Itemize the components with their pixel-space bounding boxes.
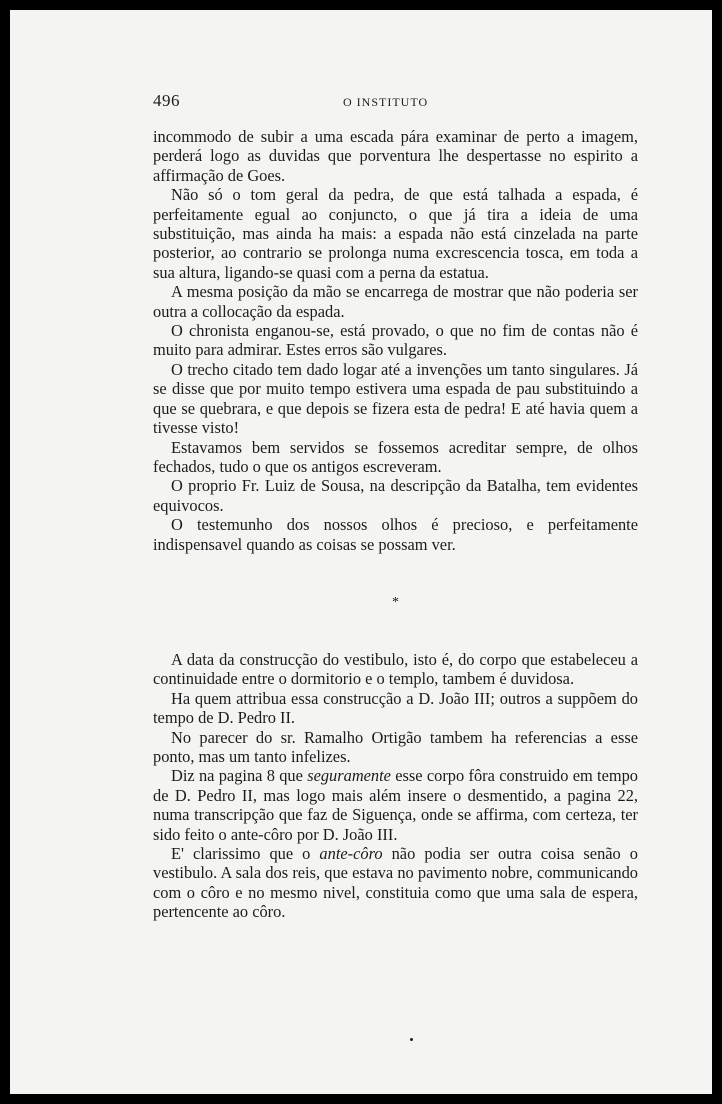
- text-run: não podia ser outra coisa senão o vestibulo. A sala dos reis, que estava no pavimento nobre, communicando com o côro e no mesmo nivel, constituia como que uma sala de espera, pertencente ao côro.: [153, 844, 638, 922]
- paragraph: O trecho citado tem dado logar até a invenções um tanto singulares. Já se disse que por muito tempo estivera uma espada de pau substituindo a que se quebrara, e que depois se fizera esta de pedra! E até havia quem a tivesse visto!: [153, 359, 638, 438]
- emphasis: ante-côro: [319, 844, 383, 864]
- emphasis: seguramente: [307, 766, 391, 786]
- section-separator: *: [392, 595, 399, 610]
- section-2: [153, 650, 638, 922]
- paragraph: incommodo de subir a uma escada pára examinar de perto a imagem, perderá logo as duvidas que porventura lhe despertasse no espirito a affirmação de Goes.: [153, 127, 638, 185]
- text-run: Diz na pagina 8 que: [171, 766, 308, 786]
- paragraph: O proprio Fr. Luiz de Sousa, na descripção da Batalha, tem evidentes equivocos.: [153, 476, 638, 515]
- text-run: E' clarissimo que o: [171, 844, 320, 864]
- paragraph: A mesma posição da mão se encarrega de mostrar que não poderia ser outra a collocação da espada.: [153, 282, 638, 321]
- running-title: O INSTITUTO: [343, 95, 429, 109]
- paragraph: A data da construcção do vestibulo, isto é, do corpo que estabeleceu a continuidade entre o dormitorio e o templo, tambem é duvidosa.: [153, 650, 638, 689]
- section-1: [153, 127, 638, 554]
- paragraph: O chronista enganou-se, está provado, o que no fim de contas não é muito para admirar. Estes erros são vulgares.: [153, 321, 638, 360]
- page-number: 496: [153, 91, 180, 110]
- paragraph: No parecer do sr. Ramalho Ortigão tambem ha referencias a esse ponto, mas um tanto infelizes.: [153, 727, 638, 767]
- text-run: esse corpo fôra construido em tempo de D. Pedro II, mas logo mais além insere o desmentido, a pagina 22, numa transcripção que faz de Siguença, onde se affirma, com certeza, ter sido feito o ante-côro por D. João III.: [153, 766, 638, 844]
- print-mark: [410, 1038, 413, 1041]
- paragraph: Ha quem attribua essa construcção a D. João III; outros a suppõem do tempo de D. Pedro II.: [153, 688, 638, 728]
- page-header: [153, 91, 638, 113]
- book-page: [10, 10, 712, 1094]
- paragraph: Não só o tom geral da pedra, de que está talhada a espada, é perfeitamente egual ao conjuncto, o que já tira a ideia de uma substituição, mas ainda ha mais: a espada não está cinzelada na parte posterior, ao contrario se prolonga numa excrescencia tosca, em toda a sua altura, ligando-se quasi com a perna da estatua.: [153, 185, 638, 282]
- paragraph: O testemunho dos nossos olhos é precioso, e perfeitamente indispensavel quando as coisas se possam ver.: [153, 515, 638, 554]
- paragraph: [153, 766, 638, 844]
- paragraph: Estavamos bem servidos se fossemos acreditar sempre, de olhos fechados, tudo o que os antigos escreveram.: [153, 437, 638, 476]
- paragraph: [153, 844, 638, 922]
